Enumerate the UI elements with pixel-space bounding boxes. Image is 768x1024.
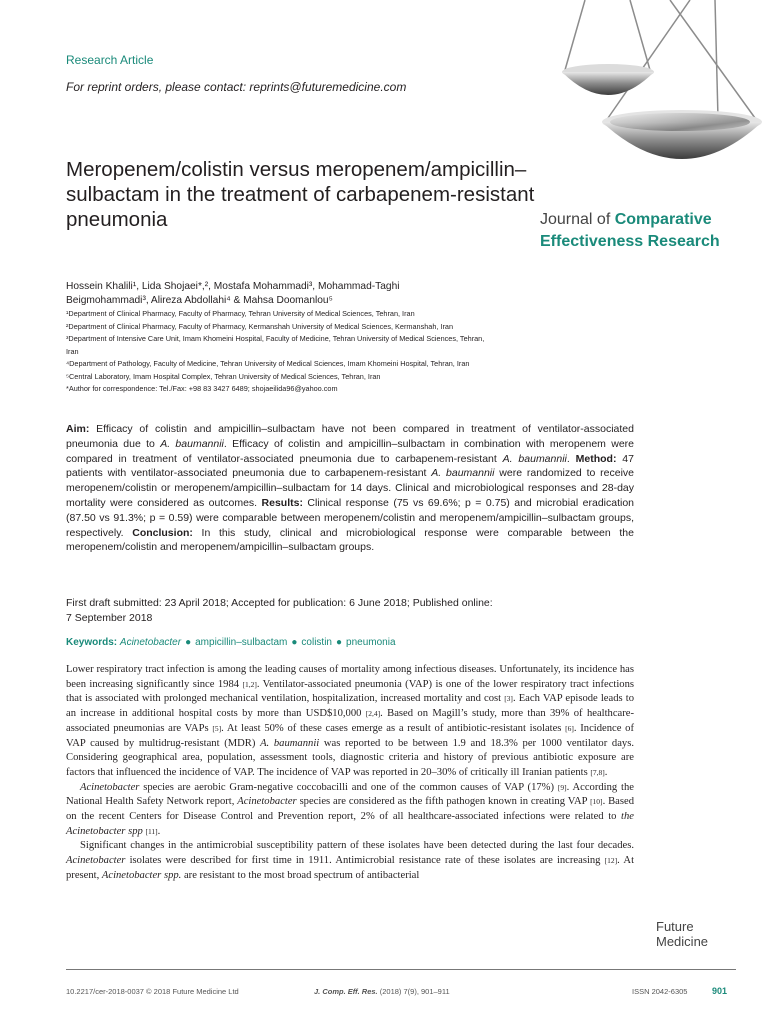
correspondence: *Author for correspondence: Tel./Fax: +98 83 3427 6489; shojaeilida96@yahoo.com [66,384,338,393]
citation-ref[interactable]: [12] [604,856,618,866]
footer-citation [314,987,450,996]
keyword: ampicillin–sulbactam [195,637,288,648]
footer-doi: 10.2217/cer-2018-0037 © 2018 Future Medicine Ltd [66,987,239,996]
authors-line: Beigmohammadi³, Alireza Abdollahi⁴ & Mahsa Doomanlou⁵ [66,295,333,306]
article-body [66,663,634,884]
citation-text: (2018) 7(9), 901–911 [377,987,450,996]
abstract-text: Clinical response (75 vs 69.6%; p = 0.75) and microbial eradication (87.50 vs 91.3%; p = 0.59) were comparable between meropenem/colistin and meropenem/ampicillin–sulbactam groups, respectively. [66,496,635,539]
species-name: A. baumannii [160,437,224,450]
article-title: Meropenem/colistin versus meropenem/ampicillin–sulbactam in the treatment of carbapenem-resistant pneumonia [66,158,535,231]
keyword: Acinetobacter [119,637,182,648]
authors-line: Hossein Khalili¹, Lida Shojaei*,², Mostafa Mohammadi³, Mohammad-Taghi [66,281,400,292]
citation-ref[interactable]: [11] [145,826,158,836]
paragraph: Lower respiratory tract infection is among the leading causes of mortality among infectious diseases. Unfortunately, its incidence has been increasing significantly since 1984 [1,2]. Ventilator-associated pneumonia (VAP) is one of the lower respiratory tract infections that is associated with prolonged mechanical ventilation, hospitalization, increased mortality and cost [3]. Each VAP episode leads to an increase in additional hospital costs by more than USD$10,000 [2,4]. Based on Magill’s study, more than 39% of healthcare-associated pneumonias are VAPs [5]. At least 50% of these cases emerge as a result of antibiotic-resistant isolates [6]. Incidence of VAP caused by multidrug-resistant (MDR) A. baumannii was reported to be between 1.9 and 18.3% per 1000 ventilator days. Considering geographical area, population, assessment tools, diagnostic criteria and history of previous antibiotic exposure are factors that influenced the incidence of VAP. The incidence of VAP was reported in 20–30% of critically ill Iranian patients [7,8]. [66,664,634,778]
aim-label: Aim: [66,423,90,435]
article-type: Research Article [66,53,154,67]
citation-ref[interactable]: [3] [504,694,513,704]
logo-text: Future [656,919,694,934]
affiliation: ³Department of Intensive Care Unit, Imam Khomeini Hospital, Faculty of Medicine, Tehran University of Medical Sciences, Tehran, [66,334,485,343]
author-list [66,280,586,308]
balance-scale-illustration [530,0,768,200]
publication-dates [66,596,586,625]
abstract-text: In this study, clinical and microbiological response were comparable between the meropenem/colistin and meropenem/ampicillin–sulbactam groups. [66,526,634,554]
journal-name [540,209,760,253]
affiliations [66,308,586,396]
method-label: Method: [569,452,617,465]
dates-line: 7 September 2018 [66,611,153,624]
citation-ref[interactable]: [10] [590,797,603,807]
keywords-label: Keywords: [66,637,118,648]
paragraph: Acinetobacter species are aerobic Gram-negative coccobacilli and one of the common causes of VAP (17%) [9]. According the National Health Safety Network report, Acinetobacter species are considered as the fifth pathogen known in creating VAP [10]. Based on the recent Centers for Disease Control and Prevention report, 2% of all healthcare-associated infections were related to the Acinetobacter spp [11]. [66,781,634,837]
species-name: A. baumannii [431,467,495,480]
logo-text: Medicine [656,934,709,949]
journal-prefix: Journal of [540,211,615,228]
keyword: pneumonia [346,637,396,648]
journal-name-line2: Effectiveness Research [540,233,720,250]
abstract-text: . Efficacy of colistin and ampicillin–sulbactam in combination with meropenem were compared in treatment of ventilator-associated pneumonia due to carbapenem-resistant [66,437,635,465]
journal-name-line1: Comparative [614,211,712,228]
citation-ref[interactable]: [7,8] [590,767,605,777]
journal-abbreviation: J. Comp. Eff. Res. [314,987,378,996]
paragraph: Significant changes in the antimicrobial susceptibility pattern of these isolates have been detected during the last four decades. Acinetobacter isolates were described for first time in 1911. Antimicrobial resistance rate of these isolates are increasing [12]. At present, Acinetobacter spp. are resistant to the most broad spectrum of antibacterial [66,840,635,881]
citation-ref[interactable]: [9] [557,782,567,792]
page-number: 901 [712,986,728,996]
footer-divider [66,969,736,970]
conclusion-label: Conclusion: [123,526,193,539]
abstract-text: were randomized to receive meropenem/colistin or meropenem/ampicillin–sulbactam for 14 days. Clinical and microbiological responses and 28-day mortality were considered as outcomes. [66,467,634,509]
dates-line: First draft submitted: 23 April 2018; Accepted for publication: 6 June 2018; Published online: [66,597,493,609]
affiliation: ⁴Department of Pathology, Faculty of Medicine, Tehran University of Medical Sciences, Imam Khomeini Hospital, Tehran, Iran [66,359,470,368]
footer-issn: ISSN 2042-6305 [632,987,688,996]
affiliation: ¹Department of Clinical Pharmacy, Faculty of Pharmacy, Tehran University of Medical Sciences, Tehran, Iran [66,309,415,318]
affiliation: ⁵Central Laboratory, Imam Hospital Complex, Tehran University of Medical Sciences, Tehran, Iran [66,371,381,381]
reprint-notice: For reprint orders, please contact: reprints@futuremedicine.com [66,80,407,94]
citation-ref[interactable]: [2,4] [365,709,381,719]
citation-ref[interactable]: [5] [212,723,222,733]
abstract-text: 47 patients with ventilator-associated pneumonia due to carbapenem-resistant [66,452,634,480]
citation-ref[interactable]: [6] [565,723,574,733]
future-medicine-logo [656,919,736,949]
affiliation: ²Department of Clinical Pharmacy, Faculty of Pharmacy, Kermanshah University of Medical Sciences, Kermanshah, Iran [66,321,454,331]
species-name: A. baumannii [502,452,567,465]
citation-ref[interactable]: [1,2] [242,679,257,689]
keywords: Keywords: Acinetobacter ● ampicillin–sulbactam ● colistin ● pneumonia [66,637,396,648]
results-label: Results: [257,496,303,509]
abstract-text: Efficacy of colistin and ampicillin–sulbactam have not been compared in treatment of ventilator-associated pneumonia due to [66,423,634,450]
keyword: colistin [301,637,332,648]
affiliation: Iran [66,346,79,356]
abstract: Aim: Efficacy of colistin and ampicillin–sulbactam have not been compared in treatment of ventilator-associated pneumonia due to A. baumannii. Efficacy of colistin and ampicillin–sulbactam in combination with meropenem were compared in treatment of ventilator-associated pneumonia due to carbapenem-resistant A. baumannii. Method: 47 patients with ventilator-associated pneumonia due to carbapenem-resistant A. baumannii were randomized to receive meropenem/colistin or meropenem/ampicillin–sulbactam for 14 days. Clinical and microbiological responses and 28-day mortality were considered as outcomes. Results: Clinical response (75 vs 69.6%; p = 0.75) and microbial eradication (87.50 vs 91.3%; p = 0.59) were comparable between meropenem/colistin and meropenem/ampicillin–sulbactam groups, respectively. Conclusion: In this study, clinical and microbiological response were comparable between the meropenem/colistin and meropenem/ampicillin–sulbactam groups. [66,423,635,554]
